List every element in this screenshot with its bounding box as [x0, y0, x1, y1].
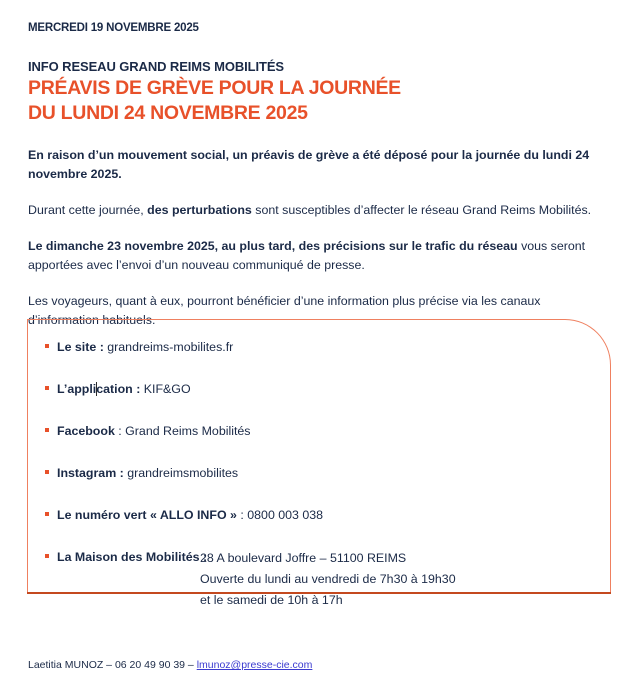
facebook-label: Facebook	[57, 424, 115, 438]
bullet-square-icon	[45, 554, 49, 558]
publication-date: MERCREDI 19 NOVEMBRE 2025	[28, 22, 199, 34]
paragraph-1	[28, 146, 610, 184]
maison-des-mobilites-details	[200, 548, 456, 611]
bullet-square-icon	[45, 344, 49, 348]
paragraph-4-text: Les voyageurs, quant à eux, pourront bénéficier d’une information plus précise via les canaux d’information habituels.	[28, 294, 541, 327]
footer-contact-email-link[interactable]: lmunoz@presse-cie.com	[196, 659, 313, 671]
list-item-instagram	[45, 464, 590, 482]
application-label-part1: L’appli	[57, 382, 97, 396]
website-value: grandreims-mobilites.fr	[103, 340, 234, 354]
paragraph-2	[28, 201, 610, 220]
maison-des-mobilites-label: La Maison des Mobilités :	[57, 550, 208, 564]
list-item-application	[45, 380, 590, 398]
paragraph-2-suffix: sont susceptibles d’affecter le réseau Grand Reims Mobilités.	[251, 203, 592, 217]
paragraph-3	[28, 237, 610, 275]
list-item-website	[45, 338, 590, 356]
paragraph-2-prefix: Durant cette journée,	[28, 203, 148, 217]
list-item-maison-des-mobilites	[45, 548, 590, 607]
page-title	[28, 76, 401, 126]
application-label-part2: cation	[96, 382, 133, 396]
paragraph-3-suffix: vous seront apportées avec l’envoi d’un nouveau communiqué de presse.	[28, 239, 586, 272]
application-value: KIF&GO	[140, 382, 191, 396]
bullet-square-icon	[45, 386, 49, 390]
address-saturday-hours: et le samedi de 10h à 17h	[200, 593, 343, 607]
footer-contact	[28, 659, 312, 672]
website-label: Le site :	[57, 340, 104, 354]
address-street: 28 A boulevard Joffre – 51100 REIMS	[200, 551, 407, 565]
application-label-suffix: :	[132, 382, 141, 396]
page-title-line-2: DU LUNDI 24 NOVEMBRE 2025	[28, 102, 308, 124]
facebook-value: : Grand Reims Mobilités	[114, 424, 251, 438]
paragraph-3-emphasis: Le dimanche 23 novembre 2025, au plus tard, des précisions sur le trafic du réseau	[28, 239, 518, 253]
list-item-green-number	[45, 506, 590, 524]
page-title-line-1: PRÉAVIS DE GRÈVE POUR LA JOURNÉE	[28, 77, 401, 99]
footer-contact-name: Laetitia MUNOZ – 06 20 49 90 39 –	[28, 659, 197, 671]
green-number-value: : 0800 003 038	[236, 508, 324, 522]
green-number-label: Le numéro vert « ALLO INFO »	[57, 508, 237, 522]
list-item-facebook	[45, 422, 590, 440]
bullet-square-icon	[45, 512, 49, 516]
bullet-square-icon	[45, 428, 49, 432]
contact-channels-list	[45, 338, 590, 607]
paragraph-1-text: En raison d’un mouvement social, un préavis de grève a été déposé pour la journée du lundi 24 novembre 2025.	[28, 148, 590, 181]
instagram-label: Instagram :	[57, 466, 124, 480]
body-text	[28, 146, 610, 347]
bullet-square-icon	[45, 470, 49, 474]
address-weekday-hours: Ouverte du lundi au vendredi de 7h30 à 19h30	[200, 572, 456, 586]
network-info-kicker: INFO RESEAU GRAND REIMS MOBILITÉS	[28, 59, 284, 74]
paragraph-2-emphasis: des perturbations	[147, 203, 252, 217]
instagram-value: grandreimsmobilites	[123, 466, 239, 480]
